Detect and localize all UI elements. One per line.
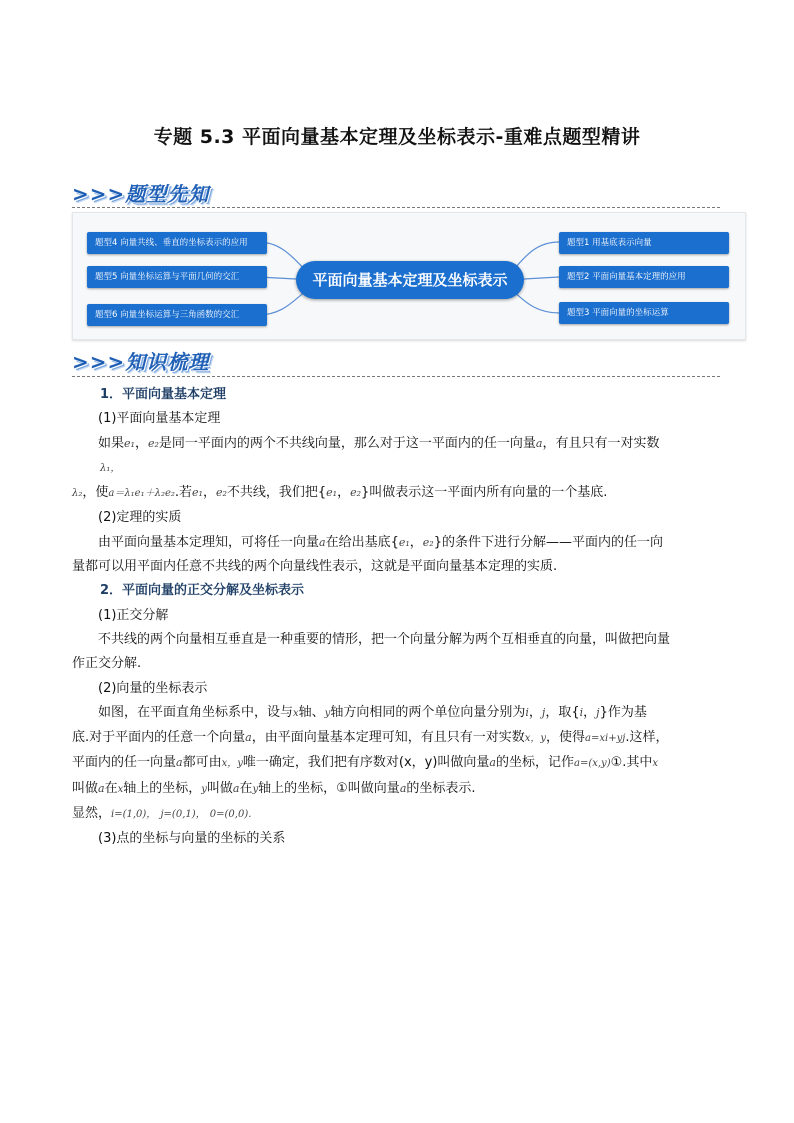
page-title: 专题 5.3 平面向量基本定理及坐标表示-重难点题型精讲 <box>153 126 641 148</box>
vector-e1: e₁ <box>124 436 135 450</box>
banner-knowledge: >>>知识梳理 <box>72 350 210 374</box>
paragraph: λ₁， <box>100 462 121 474</box>
vector-j: j <box>541 705 546 719</box>
knowledge-content <box>72 383 722 852</box>
paragraph: λ₂，使a＝λ₁e₁＋λ₂e₂.若e₁，e₂不共线，我们把{e₁，e₂}叫做表示这一平面内所有向量的一个基底. <box>72 485 608 501</box>
paragraph: 如果e₁，e₂是同一平面内的两个不共线向量，那么对于这一平面内的任一向量a，有且只有一对实数 <box>98 435 660 451</box>
mind-map-node-type1: 题型1 用基底表示向量 <box>559 232 729 254</box>
paragraph: 显然，i=(1,0)， j=(0,1)， 0=(0,0). <box>72 806 252 822</box>
heading-basic-theorem: 1．平面向量基本定理 <box>100 387 227 402</box>
vector-e2: e₂ <box>147 436 159 450</box>
paragraph: 叫做a在x轴上的坐标，y叫做a在y轴上的坐标，①叫做向量a的坐标表示. <box>72 780 476 796</box>
subheading: (1)平面向量基本定理 <box>98 411 221 427</box>
paragraph: 由平面向量基本定理知，可将任一向量a在给出基底{e₁，e₂}的条件下进行分解——平面内的任一向 <box>98 534 663 550</box>
vector-a: a <box>535 436 543 450</box>
mind-map-center: 平面向量基本定理及坐标表示 <box>296 261 524 299</box>
mind-map-node-type5: 题型5 向量坐标运算与平面几何的交汇 <box>87 266 267 288</box>
formula: a＝λ₁e₁＋λ₂e₂ <box>108 488 175 500</box>
mind-map-node-type4: 题型4 向量共线、垂直的坐标表示的应用 <box>87 232 267 254</box>
mind-map-node-type6: 题型6 向量坐标运算与三角函数的交汇 <box>87 304 267 326</box>
vector-i: i <box>525 705 529 719</box>
banner-question-types: >>>题型先知 <box>72 182 210 206</box>
subheading: (1)正交分解 <box>98 607 169 623</box>
subheading: (2)向量的坐标表示 <box>98 680 208 696</box>
mind-map-node-type3: 题型3 平面向量的坐标运算 <box>559 302 729 324</box>
heading-coordinates: 2．平面向量的正交分解及坐标表示 <box>100 583 305 599</box>
paragraph: 如图，在平面直角坐标系中，设与x轴、y轴方向相同的两个单位向量分别为i，j，取{i，j}作为基 <box>98 704 647 720</box>
mind-map-node-type2: 题型2 平面向量基本定理的应用 <box>559 266 729 288</box>
paragraph: 不共线的两个向量相互垂直是一种重要的情形，把一个向量分解为两个互相垂直的向量，叫做把向量 <box>98 631 671 647</box>
paragraph: 量都可以用平面内任意不共线的两个向量线性表示，这就是平面向量基本定理的实质. <box>72 559 558 575</box>
paragraph: 平面内的任一向量a都可由x，y唯一确定，我们把有序数对(x，y)叫做向量a的坐标，记作a=(x,y)①.其中x <box>72 755 659 771</box>
mind-map <box>72 212 746 340</box>
banner-divider <box>72 207 720 208</box>
banner-divider <box>72 376 720 377</box>
subheading: (3)点的坐标与向量的坐标的关系 <box>98 831 286 847</box>
paragraph: 底.对于平面内的任意一个向量a，由平面向量基本定理可知，有且只有一对实数x，y，使得a=xi+yj.这样， <box>72 730 669 746</box>
paragraph: 作正交分解. <box>72 656 142 672</box>
subheading: (2)定理的实质 <box>98 510 182 526</box>
